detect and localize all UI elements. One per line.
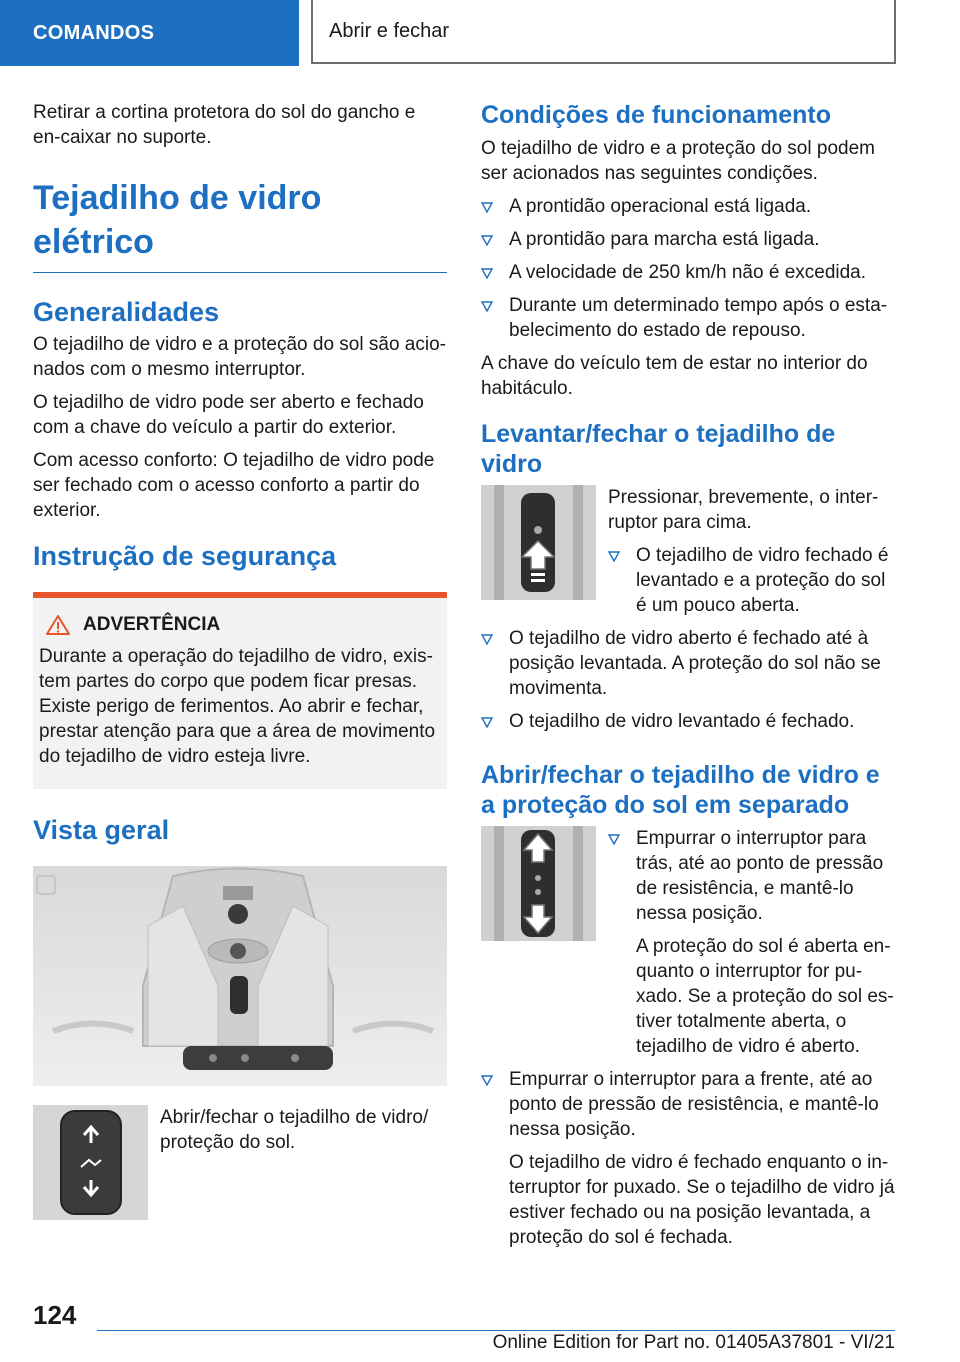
left-column <box>33 100 447 1220</box>
warning-title: ADVERTÊNCIA <box>83 614 221 635</box>
intro-paragraph: Retirar a cortina protetora do sol do gancho e en-caixar no suporte. <box>33 102 416 148</box>
main-heading: Tejadilho de vidro elétrico <box>33 176 447 273</box>
switch-caption: Abrir/fechar o tejadilho de vidro/ proteção do sol. <box>160 1107 429 1153</box>
list-item: A prontidão operacional está ligada. <box>481 194 895 219</box>
general-paragraph-3: Com acesso conforto: O tejadilho de vidro pode ser fechado com o acesso conforto a partir do exterior. <box>33 450 435 521</box>
conditions-paragraph: O tejadilho de vidro e a proteção do sol podem ser acionados nas seguintes condições. <box>481 138 875 184</box>
general-paragraph-2: O tejadilho de vidro pode ser aberto e fechado com a chave do veículo a partir do exterior. <box>33 392 424 438</box>
page-header <box>0 0 960 66</box>
list-item: O tejadilho de vidro fechado é levantado e a proteção do sol é um pouco aberta. <box>608 543 895 618</box>
lift-heading: Levantar/fechar o tejadilho de vidro <box>481 420 836 478</box>
list-item: O tejadilho de vidro aberto é fechado até à posição levantada. A proteção do sol não se movimenta. <box>481 626 895 701</box>
edition-note: Online Edition for Part no. 01405A37801 - VI/21 <box>492 1332 895 1353</box>
warning-triangle-icon <box>45 614 71 636</box>
switch-both-image <box>481 826 596 941</box>
list-item: O tejadilho de vidro levantado é fechado. <box>481 709 895 734</box>
section-tab[interactable]: Abrir e fechar <box>311 0 896 64</box>
bullet-triangle-icon <box>481 716 493 728</box>
separate-item2-detail: O tejadilho de vidro é fechado enquanto o in-terruptor for puxado. Se o tejadilho de vidro já estiver fechado ou na posição levantada, a proteção do sol é fechada. <box>509 1152 895 1248</box>
separate-figure-row <box>481 826 895 1067</box>
roof-console-image <box>33 866 447 1086</box>
separate-item1-detail: A proteção do sol é aberta en-quanto o interruptor for pu-xado. Se a proteção do sol es-tiver totalmente aberta, o tejadilho de vidro é aberto. <box>636 936 894 1057</box>
bullet-triangle-icon <box>481 300 493 312</box>
bullet-triangle-icon <box>481 1074 493 1086</box>
page-number: 124 <box>33 1300 77 1330</box>
bullet-triangle-icon <box>481 234 493 246</box>
switch-up-image <box>481 485 596 600</box>
right-column <box>481 100 895 1258</box>
list-item: A prontidão para marcha está ligada. <box>481 227 895 252</box>
roof-switch-image <box>33 1105 148 1220</box>
general-heading: Generalidades <box>33 297 220 327</box>
bullet-triangle-icon <box>608 550 620 562</box>
bullet-triangle-icon <box>481 201 493 213</box>
bullet-triangle-icon <box>608 833 620 845</box>
key-paragraph: A chave do veículo tem de estar no interior do habitáculo. <box>481 353 868 399</box>
separate-heading: Abrir/fechar o tejadilho de vidro e a proteção do sol em separado <box>481 761 880 819</box>
list-item: Durante um determinado tempo após o esta-belecimento do estado de repouso. <box>481 293 895 343</box>
bullet-triangle-icon <box>481 633 493 645</box>
safety-heading: Instrução de segurança <box>33 541 337 571</box>
conditions-list <box>481 194 895 343</box>
list-item: Empurrar o interruptor para trás, até ao ponto de pressão de resistência, e mantê-lo nessa posição. A proteção do sol é aberta en-quanto o interruptor for pu-xado. Se a proteção do sol es-tiver totalmente aberta, o tejadilho de vidro é aberto. <box>608 826 895 1059</box>
list-item: Empurrar o interruptor para a frente, até ao ponto de pressão de resistência, e mantê-lo nessa posição. O tejadilho de vidro é fechado enquanto o in-terruptor for puxado. Se o tejadilho de vidro já estiver fechado ou na posição levantada, a proteção do sol é fechada. <box>481 1067 895 1250</box>
footer-divider <box>97 1330 895 1331</box>
lift-intro: Pressionar, brevemente, o inter-ruptor para cima. <box>608 487 879 533</box>
warning-box <box>33 592 447 789</box>
conditions-heading: Condições de funcionamento <box>481 101 832 129</box>
chapter-tab[interactable]: COMANDOS <box>0 0 299 66</box>
switch-figure-row <box>33 1105 447 1220</box>
list-item: A velocidade de 250 km/h não é excedida. <box>481 260 895 285</box>
bullet-triangle-icon <box>481 267 493 279</box>
warning-text: Durante a operação do tejadilho de vidro, exis-tem partes do corpo que podem ficar presas. Existe perigo de ferimentos. Ao abrir e fechar, prestar atenção para que a área de movimento do tejadilho de vidro esteja livre. <box>39 646 436 767</box>
overview-heading: Vista geral <box>33 815 170 845</box>
general-paragraph-1: O tejadilho de vidro e a proteção do sol são acio-nados com o mesmo interruptor. <box>33 334 446 380</box>
lift-figure-row <box>481 485 895 626</box>
